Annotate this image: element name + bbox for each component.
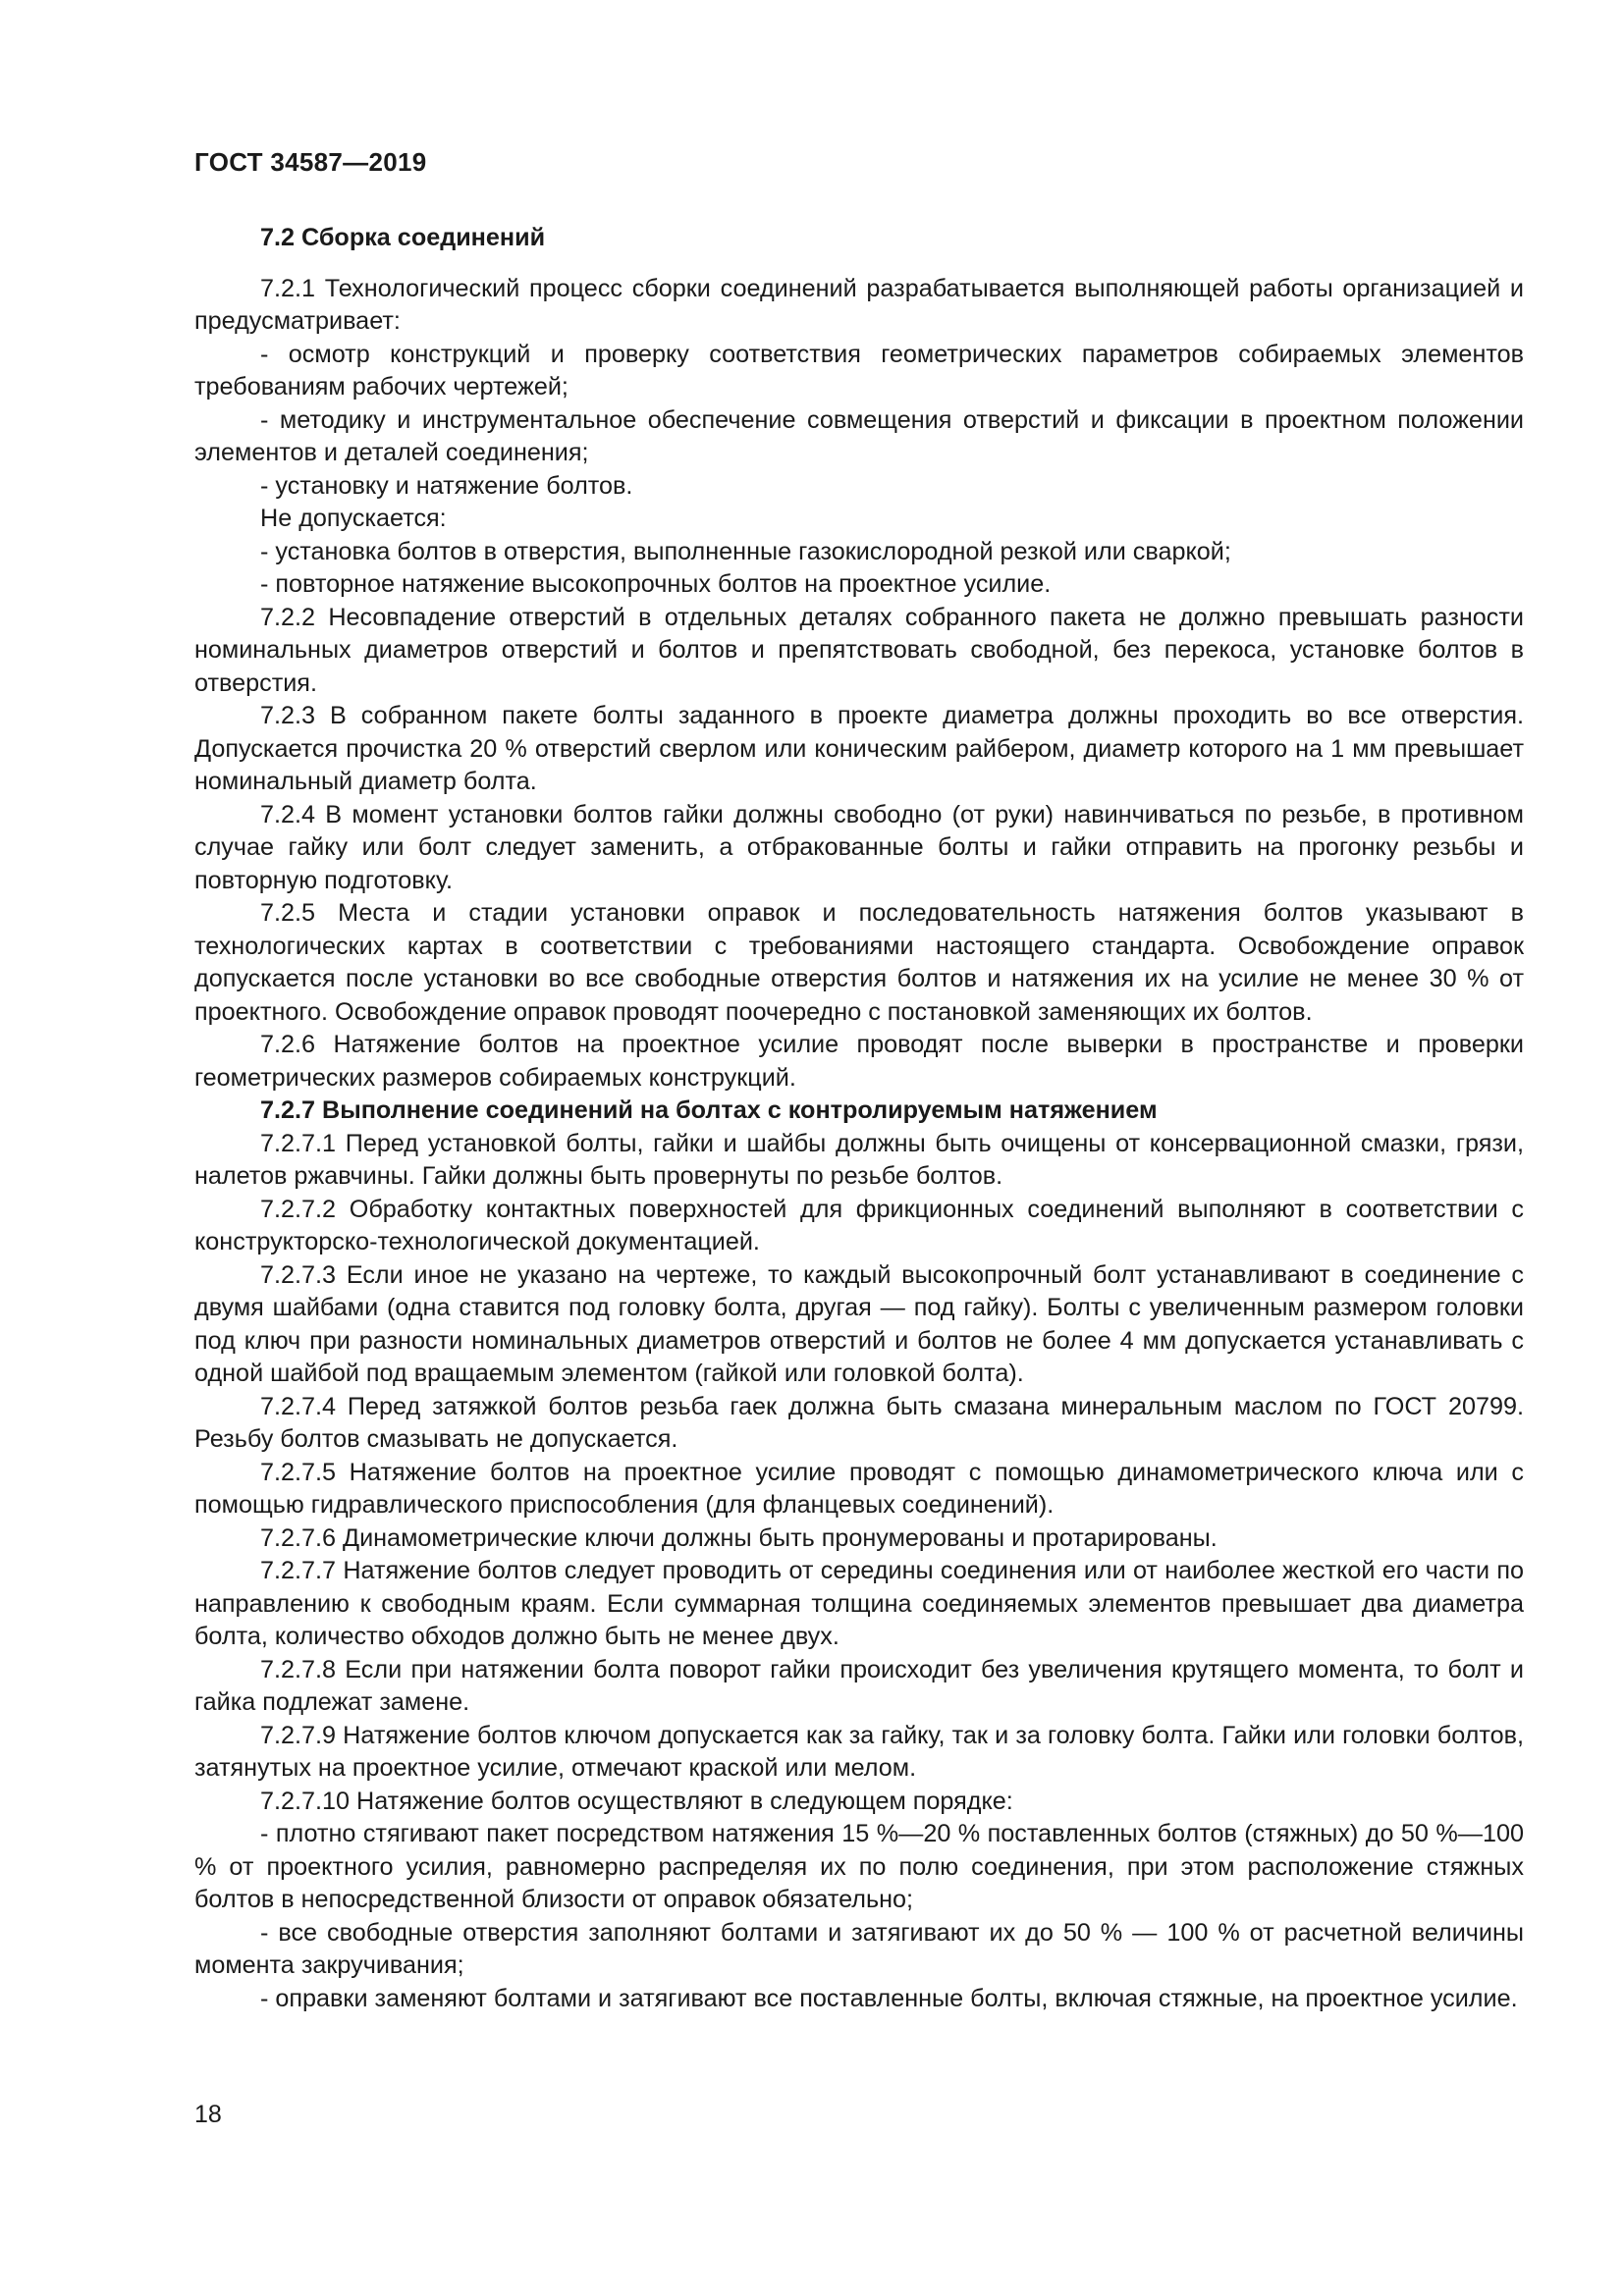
paragraph: - установка болтов в отверстия, выполненные газокислородной резкой или сваркой; xyxy=(260,537,1231,565)
paragraph: - методику и инструментальное обеспечение совмещения отверстий и фиксации в проектном положении элементов и деталей соединения; xyxy=(194,405,1524,466)
paragraph: 7.2.7.7 Натяжение болтов следует проводить от середины соединения или от наиболее жесткой его части по направлению к свободным краям. Если суммарная толщина соединяемых элементов превышает два диаметра болта, количество обходов должно быть не менее двух. xyxy=(194,1557,1524,1650)
paragraph: 7.2.7.2 Обработку контактных поверхностей для фрикционных соединений выполняют в соответствии с конструкторско-технологической документацией. xyxy=(194,1195,1524,1255)
paragraph: Не допускается: xyxy=(260,505,447,532)
paragraph: 7.2.5 Места и стадии установки оправок и последовательность натяжения болтов указывают в технологических картах в соответствии с требованиями настоящего стандарта. Освобождение оправок допускается после установки во все свободные отверстия болтов и натяжения их на усилие не менее 30 % от проектного. Освобождение оправок проводят поочередно с постановкой заменяющих их болтов. xyxy=(194,899,1524,1026)
paragraph: - повторное натяжение высокопрочных болтов на проектное усилие. xyxy=(260,570,1052,598)
paragraph: 7.2.7.4 Перед затяжкой болтов резьба гаек должна быть смазана минеральным маслом по ГОСТ 20799. Резьбу болтов смазывать не допускается. xyxy=(194,1392,1524,1453)
paragraph: - все свободные отверстия заполняют болтами и затягивают их до 50 % — 100 % от расчетной величины момента закручивания; xyxy=(194,1918,1524,1979)
document-header: ГОСТ 34587—2019 xyxy=(194,147,427,177)
paragraph: 7.2.2 Несовпадение отверстий в отдельных деталях собранного пакета не должно превышать разности номинальных диаметров отверстий и болтов и препятствовать свободной, без перекоса, установке болтов в отверстия. xyxy=(194,603,1524,697)
paragraph: 7.2.7.1 Перед установкой болты, гайки и шайбы должны быть очищены от консервационной смазки, грязи, налетов ржавчины. Гайки должны быть провернуты по резьбе болтов. xyxy=(194,1129,1524,1190)
paragraph: - оправки заменяют болтами и затягивают все поставленные болты, включая стяжные, на проектное усилие. xyxy=(260,1984,1518,2012)
paragraph: - установку и натяжение болтов. xyxy=(260,471,633,500)
paragraph: 7.2.7.8 Если при натяжении болта поворот гайки происходит без увеличения крутящего момента, то болт и гайка подлежат замене. xyxy=(194,1655,1524,1716)
paragraph: 7.2.7.3 Если иное не указано на чертеже, то каждый высокопрочный болт устанавливают в соединение с двумя шайбами (одна ставится под головку болта, другая — под гайку). Болты с увеличенным размером головки под ключ при разности номинальных диаметров отверстий и болтов не более 4 мм допускается устанавливать с одной шайбой под вращаемым элементом (гайкой или головкой болта). xyxy=(194,1260,1524,1387)
paragraph: - осмотр конструкций и проверку соответствия геометрических параметров собираемых элементов требованиям рабочих чертежей; xyxy=(194,340,1524,400)
paragraph: 7.2.7.9 Натяжение болтов ключом допускается как за гайку, так и за головку болта. Гайки или головки болтов, затянутых на проектное усилие, отмечают краской или мелом. xyxy=(194,1721,1524,1782)
section-heading: 7.2.7 Выполнение соединений на болтах с контролируемым натяжением xyxy=(260,1096,1158,1124)
document-body xyxy=(194,222,1524,2015)
paragraph: 7.2.6 Натяжение болтов на проектное усилие проводят после выверки в пространстве и проверки геометрических размеров собираемых конструкций. xyxy=(194,1031,1524,1092)
paragraph: 7.2.1 Технологический процесс сборки соединений разрабатывается выполняющей работы организацией и предусматривает: xyxy=(194,274,1524,335)
paragraph: 7.2.7.10 Натяжение болтов осуществляют в следующем порядке: xyxy=(260,1787,1013,1815)
section-heading: 7.2 Сборка соединений xyxy=(260,224,546,251)
page-number: 18 xyxy=(194,2101,222,2128)
paragraph: 7.2.7.5 Натяжение болтов на проектное усилие проводят с помощью динамометрического ключа или с помощью гидравлического приспособления (для фланцевых соединений). xyxy=(194,1458,1524,1519)
paragraph: 7.2.4 В момент установки болтов гайки должны свободно (от руки) навинчиваться по резьбе, в противном случае гайку или болт следует заменить, а отбракованные болты и гайки отправить на прогонку резьбы и повторную подготовку. xyxy=(194,800,1524,894)
paragraph: 7.2.7.6 Динамометрические ключи должны быть пронумерованы и протарированы. xyxy=(260,1523,1218,1552)
paragraph: - плотно стягивают пакет посредством натяжения 15 %—20 % поставленных болтов (стяжных) до 50 %—100 % от проектного усилия, равномерно распределяя их по полю соединения, при этом расположение стяжных болтов в непосредственной близости от оправок обязательно; xyxy=(194,1820,1524,1913)
paragraph: 7.2.3 В собранном пакете болты заданного в проекте диаметра должны проходить во все отверстия. Допускается прочистка 20 % отверстий сверлом или коническим райбером, диаметр которого на 1 мм превышает номинальный диаметр болта. xyxy=(194,702,1524,795)
